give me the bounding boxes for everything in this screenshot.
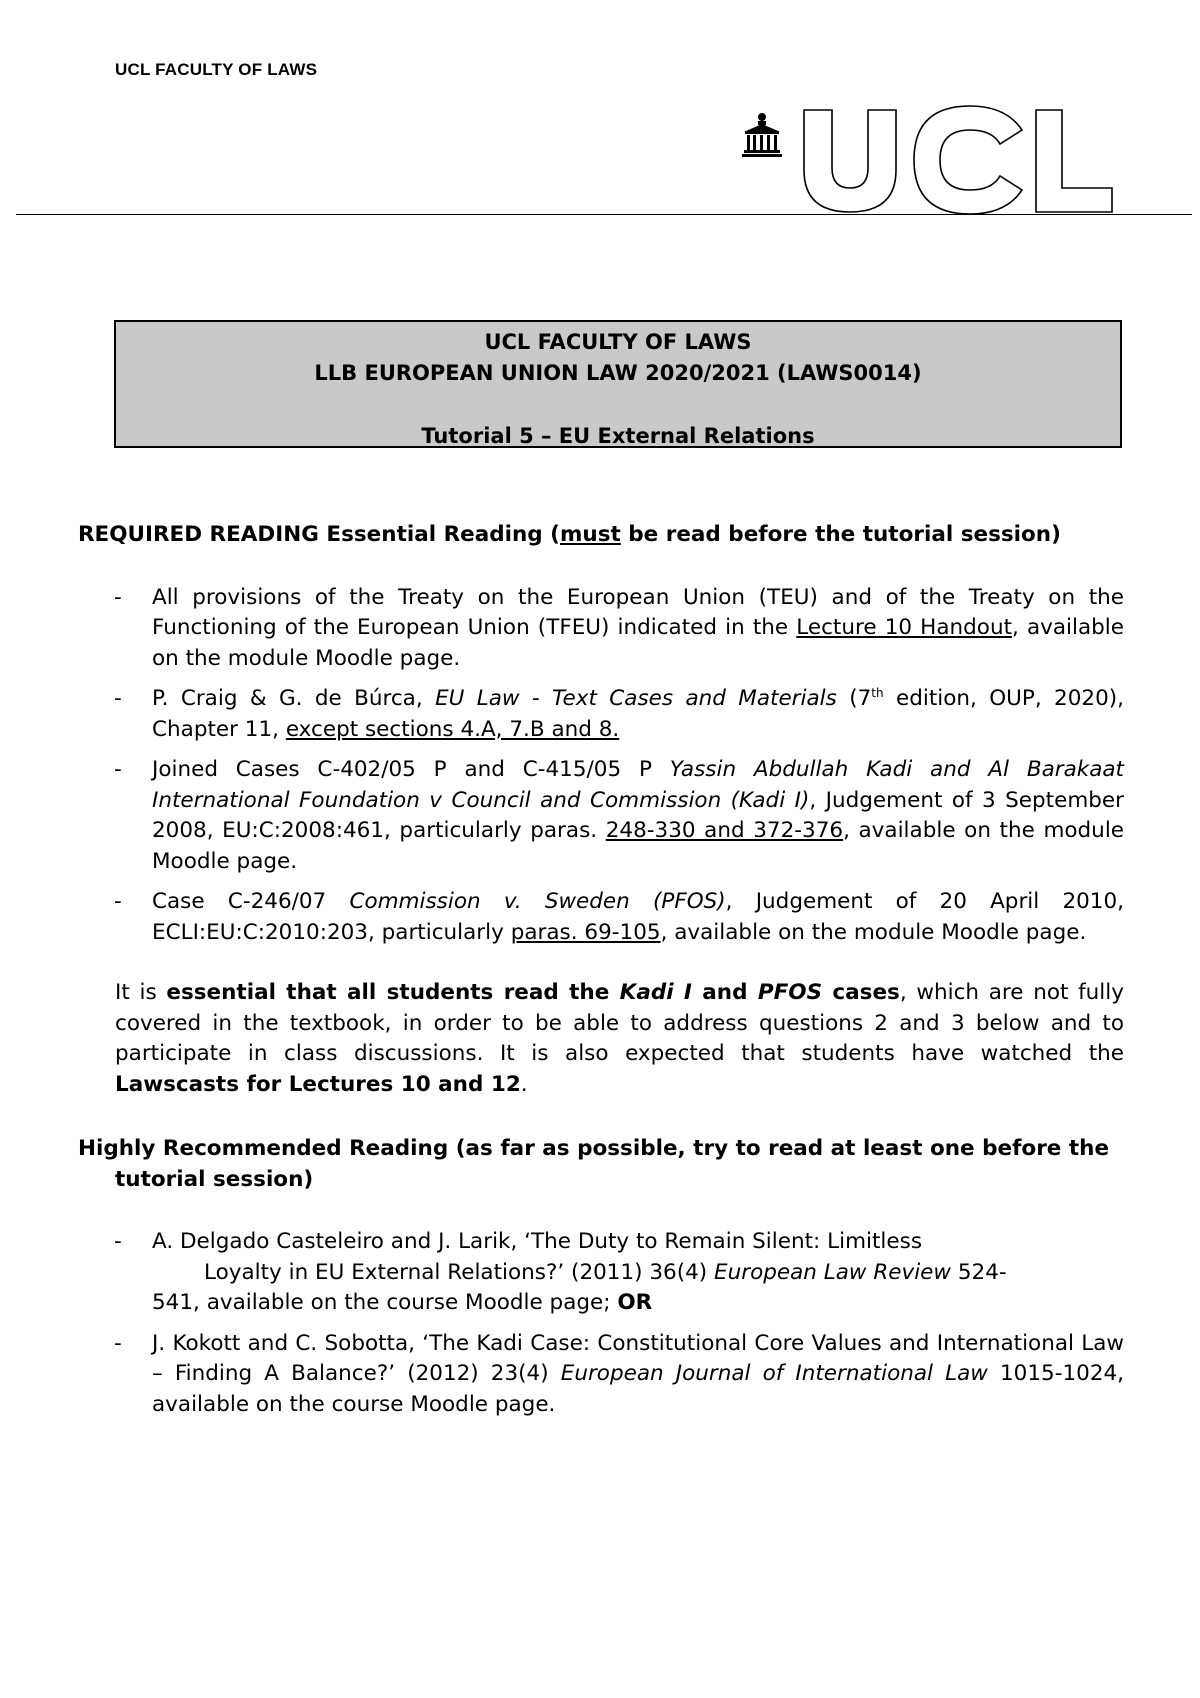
textbook-title: EU Law - Text Cases and Materials: [435, 686, 837, 711]
title-course: LLB EUROPEAN UNION LAW 2020/2021 (LAWS0014): [314, 361, 922, 385]
header-rule: [16, 214, 1192, 215]
kadi-case-title: Yassin Abdullah Kadi and Al Barakaat International Foundation v Council and Commission (Kadi I): [152, 757, 1124, 813]
ucl-letters: [804, 106, 1112, 214]
or-separator: OR: [617, 1290, 653, 1315]
recommended-reading-heading: Highly Recommended Reading (as far as possible, try to read at least one before the tutorial session): [78, 1136, 1110, 1192]
list-item: - J. Kokott and C. Sobotta, ‘The Kadi Case: Constitutional Core Values and International Law – Finding A Balance?’ (2012) 23(4) European Journal of International Law 1015-1024, available on the course Moodle page.: [114, 1330, 1125, 1417]
kadi-paras-link[interactable]: 248-330 and 372-376: [605, 818, 844, 843]
list-dash: -: [114, 757, 122, 782]
pfos-case-title: Commission v. Sweden (PFOS): [349, 889, 726, 914]
except-sections-note: except sections 4.A, 7.B and 8.: [285, 716, 620, 742]
recommended-reading-list: [78, 1227, 1124, 1420]
list-dash: -: [114, 686, 122, 711]
list-dash: -: [114, 1330, 122, 1356]
required-reading-heading: REQUIRED READING Essential Reading (must be read before the tutorial session): [78, 522, 1061, 547]
list-item: - Joined Cases C-402/05 P and C-415/05 P Yassin Abdullah Kadi and Al Barakaat International Foundation v Council and Commission (Kadi I), Judgement of 3 September 2008, EU:C:2008:461, particularly paras. 248-330 and 372-376, available on the module Moodle page.: [114, 757, 1125, 874]
pfos-paras-link[interactable]: paras. 69-105: [510, 919, 661, 945]
list-dash: -: [114, 889, 122, 914]
list-dash: -: [114, 1229, 122, 1254]
journal-title: European Journal of International Law: [560, 1361, 988, 1386]
portico-icon: [742, 113, 782, 157]
title-faculty: UCL FACULTY OF LAWS: [484, 330, 752, 354]
title-tutorial: Tutorial 5 – EU External Relations: [421, 424, 815, 448]
ucl-logo: [740, 100, 1192, 220]
list-item: - Case C-246/07 Commission v. Sweden (PFOS), Judgement of 20 April 2010, ECLI:EU:C:2010:203, particularly paras. 69-105, available on the module Moodle page.: [114, 889, 1124, 945]
list-dash: -: [114, 584, 122, 610]
list-item: - A. Delgado Casteleiro and J. Larik, ‘The Duty to Remain Silent: Limitless Loyalty in EU External Relations?’ (2011) 36(4) European Law Review 524- 541, available on the course Moodle page; OR: [114, 1229, 1007, 1315]
list-item: - P. Craig & G. de Búrca, EU Law - Text Cases and Materials (7th edition, OUP, 2020), Chapter 11, except sections 4.A, 7.B and 8.: [114, 685, 1124, 742]
essential-paragraph: It is essential that all students read the Kadi I and PFOS cases, which are not fully covered in the textbook, in order to be able to address questions 2 and 3 below and to participate in class discussions. It is also expected that students have watched the Lawscasts for Lectures 10 and 12.: [115, 980, 1124, 1097]
journal-title: European Law Review: [714, 1259, 951, 1285]
faculty-label: UCL FACULTY OF LAWS: [115, 60, 318, 79]
list-item: - All provisions of the Treaty on the European Union (TEU) and of the Treaty on the Functioning of the European Union (TFEU) indicated in the Lecture 10 Handout, available on the module Moodle page.: [114, 584, 1124, 671]
must-emphasis: must: [560, 522, 621, 547]
title-box: [114, 320, 1122, 448]
lecture-handout-link[interactable]: Lecture 10 Handout: [796, 615, 1012, 640]
required-reading-list: [78, 583, 1124, 949]
document-body: [78, 520, 1124, 1430]
